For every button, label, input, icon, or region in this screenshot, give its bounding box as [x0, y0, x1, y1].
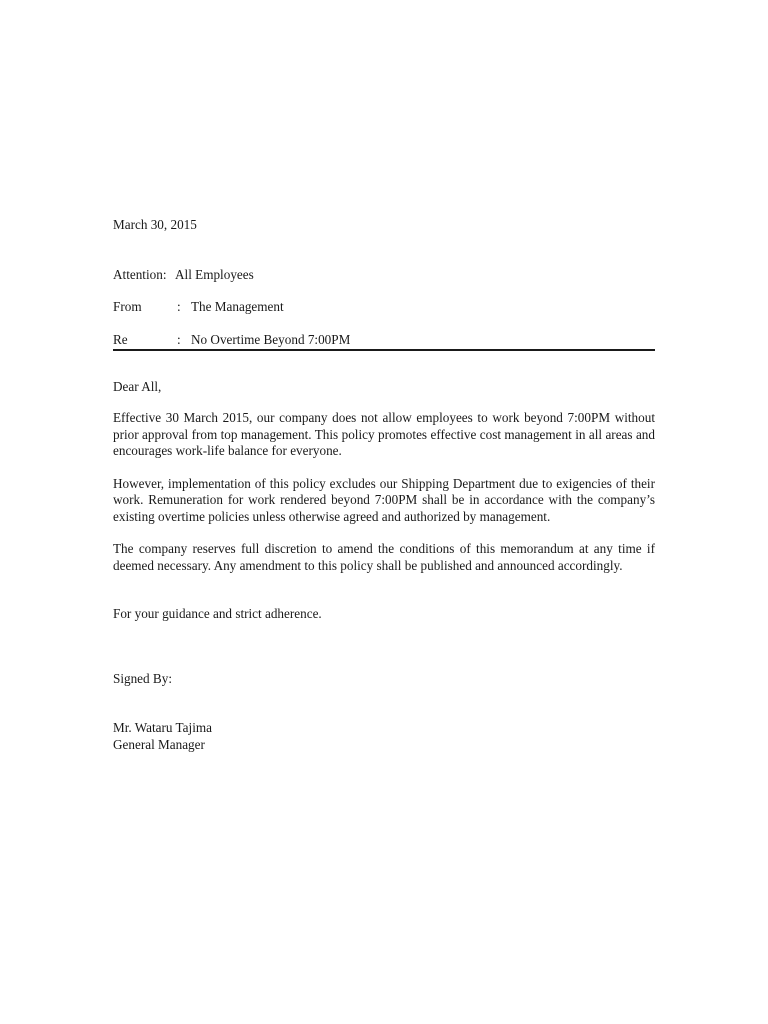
- from-value: The Management: [191, 299, 284, 314]
- signer-title: General Manager: [113, 737, 205, 752]
- from-label: From: [113, 299, 142, 314]
- attention-row: [113, 266, 655, 283]
- signer-name: Mr. Wataru Tajima: [113, 720, 212, 735]
- re-label: Re: [113, 332, 128, 347]
- from-separator: :: [177, 299, 181, 314]
- memo-date: March 30, 2015: [113, 217, 197, 232]
- re-value: No Overtime Beyond 7:00PM: [191, 332, 351, 347]
- body-paragraph-exclusion: However, implementation of this policy excludes our Shipping Department due to exigencies of their work. Remuneration for work rendered beyond 7:00PM shall be in accordance with the company’s existing overtime policies unless otherwise agreed and authorized by management.: [113, 475, 655, 524]
- attention-value: All Employees: [175, 267, 254, 282]
- body-paragraph-effective: Effective 30 March 2015, our company does not allow employees to work beyond 7:00PM without prior approval from top management. This policy promotes effective cost management in all areas and encourages work-life balance for everyone.: [113, 410, 655, 458]
- salutation: Dear All,: [113, 379, 162, 394]
- re-separator: :: [177, 332, 181, 347]
- signed-by-label: Signed By:: [113, 671, 172, 686]
- memo-body: [113, 216, 655, 753]
- from-row: [113, 298, 655, 315]
- re-row: [113, 331, 655, 351]
- attention-label: Attention:: [113, 267, 167, 282]
- guidance-line: For your guidance and strict adherence.: [113, 606, 322, 621]
- body-paragraph-discretion: The company reserves full discretion to amend the conditions of this memorandum at any time if deemed necessary. Any amendment to this policy shall be published and announced accordingly.: [113, 541, 655, 573]
